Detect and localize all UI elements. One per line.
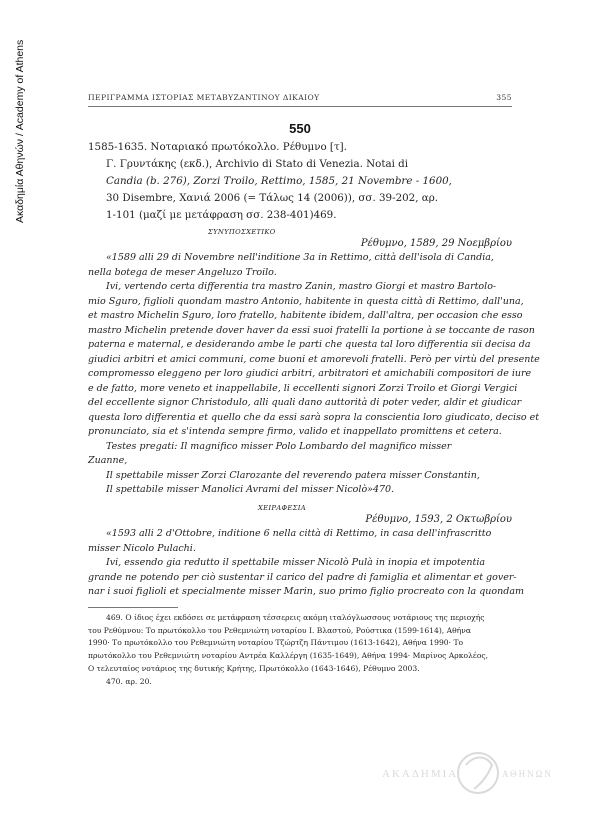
entry-number: 550	[289, 121, 311, 136]
doc1-line: e de fatto, more veneto et inappellabile, li eccellenti signori Zorzi Troilo et Giorgi Vergici	[88, 382, 518, 394]
footnote-line: του Ρεθύμνου: Το πρωτόκολλο του Ρεθεμνιώτη νοταρίου Ι. Βλαστού, Ρούστικα (1599-1614), Αθήνα	[88, 625, 471, 635]
entry-line-5: 1-101 (μαζί με μετάφραση σσ. 238-401)469.	[106, 209, 337, 221]
footnote-line: Ο τελευταίος νοτάριος της δυτικής Κρήτης, Πρωτόκολλο (1643-1646), Ρέθυμνο 2003.	[88, 663, 420, 673]
footnote-line: 470. αρ. 20.	[106, 676, 152, 686]
doc1-line: giudici arbitri et amici communi, come buoni et amorevoli fratelli. Però per virtù del presente	[88, 353, 540, 365]
doc1-line: del eccellente signor Christodulo, alli quali dano auttorità di poter veder, aldir et giudicar	[88, 397, 522, 408]
watermark-right-text: ΑΘΗΝΩΝ	[502, 769, 553, 779]
doc1-line: mastro Michelin pretende dover haver da essi suoi fratelli la portione à se toccante de rason	[88, 324, 535, 336]
doc1-body	[88, 251, 540, 498]
doc1-line: mio Sguro, figlioli quondam mastro Antonio, habitente in questa città di Rettimo, dall'una,	[88, 295, 524, 307]
footnotes	[88, 612, 512, 688]
page-number: 355	[496, 93, 512, 102]
watermark-left-text: ΑΚΑΔΗΜΙΑ	[382, 768, 459, 780]
athena-head-icon	[458, 753, 498, 793]
doc2-line: grande ne potendo per ciò sustentar il carico del padre di famiglia et alimentar et gover-	[88, 571, 517, 583]
doc2-line: «1593 alli 2 d'Ottobre, inditione 6 nella città di Rettimo, in casa dell'infrascritto	[106, 528, 492, 539]
footnote-line: 469. Ο ίδιος έχει εκδόσει σε μετάφραση τέσσερεις ακόμη ιταλόγλωσσους νοτάριους της περιοχής	[106, 613, 485, 622]
running-header	[88, 93, 512, 102]
header-rule	[88, 106, 512, 107]
footnote-line: πρωτόκολλο του Ρεθεμνιώτη νοταρίου Αντρέα Καλλέργη (1635-1649), Αθήνα 1994· Μαρίνος Αρκολέος,	[88, 651, 489, 661]
footnote-rule	[88, 607, 178, 608]
entry-line-4: 30 Disembre, Χανιά 2006 (= Τάλως 14 (2006)), σσ. 39-202, αρ.	[106, 192, 439, 204]
entry-line-3: Candia (b. 276), Zorzi Troilo, Rettimo, 1585, 21 Novembre - 1600,	[106, 175, 452, 187]
doc1-label: ΣΥΝΥΠΟΣΧΕΤΙΚΟ	[208, 228, 276, 236]
doc2-line: nar i suoi figlioli et specialmente misser Marin, suo primo figlio procreato con la quondam	[88, 586, 525, 597]
doc1-line: compromesso eleggeno per loro giudici arbitri, arbitratori et amichabili compositori de iure	[88, 368, 532, 379]
doc2-label: ΧΕΙΡΑΦΕΣΙΑ	[258, 504, 306, 512]
doc1-line: paterna e maternal, e desiderando ambe le parti che questa tal loro differentia sii decisa da	[88, 339, 531, 350]
doc1-line: Ivi, vertendo certa differentia tra mastro Zanin, mastro Giorgi et mastro Bartolo-	[106, 281, 497, 292]
doc1-line: nella botega de meser Angeluzo Troilo.	[88, 266, 277, 278]
doc1-line: Il spettabile misser Manolici Avrami del misser Nicolò»470.	[106, 484, 395, 495]
entry-citation	[88, 139, 512, 224]
doc2-line: Ivi, essendo gia redutto il spettabile misser Nicolò Pulà in inopia et impotentia	[106, 557, 486, 568]
doc1-line: et mastro Michelin Sguro, loro fratello, habitente ibidem, dall'altra, per occasion che esso	[88, 310, 523, 321]
header-title: ΠΕΡΙΓΡΑΜΜΑ ΙΣΤΟΡΙΑΣ ΜΕΤΑΒΥΖΑΝΤΙΝΟΥ ΔΙΚΑΙΟΥ	[88, 93, 320, 102]
doc1-line: pronunciato, sia et s'intenda sempre firmo, valido et inappellato promittens et cetera.	[88, 426, 502, 437]
doc1-line: Il spettabile misser Zorzi Clarozante del reverendo patera misser Constantin,	[106, 469, 480, 481]
document-2	[88, 504, 525, 600]
doc1-line: Testes pregati: Il magnifico misser Polo Lombardo del magnifico misser	[106, 440, 452, 452]
doc1-line: «1589 alli 29 di Novembre nell'inditione 3a in Rettimo, città dell'isola di Candia,	[106, 252, 494, 263]
footnote-line: 1990· Το πρωτόκολλο του Ρεθεμνιώτη νοταρίου Τζώρτζη Πάντιμου (1613-1642), Αθήνα 1990· Το	[88, 638, 464, 648]
doc2-body	[88, 527, 525, 600]
side-label: Ακαδημία Αθηνών / Academy of Athens	[14, 40, 26, 224]
doc1-line: Zuanne,	[88, 455, 128, 466]
doc2-date: Ρέθυμνο, 1593, 2 Οκτωβρίου	[365, 514, 512, 525]
entry-line-2: Γ. Γρυντάκης (εκδ.), Archivio di Stato di Venezia. Notai di	[106, 158, 409, 170]
entry-line-1: 1585-1635. Νοταριακό πρωτόκολλο. Ρέθυμνο [τ].	[88, 141, 347, 153]
doc1-line: questa loro differentia et quello che da essi sarà sopra la conscientia loro giudicato, deciso et	[88, 411, 540, 423]
academy-watermark	[370, 735, 570, 805]
doc1-date: Ρέθυμνο, 1589, 29 Νοεμβρίου	[360, 238, 512, 249]
document-1	[88, 228, 540, 498]
doc2-line: misser Nicolo Pulachi.	[88, 542, 196, 554]
